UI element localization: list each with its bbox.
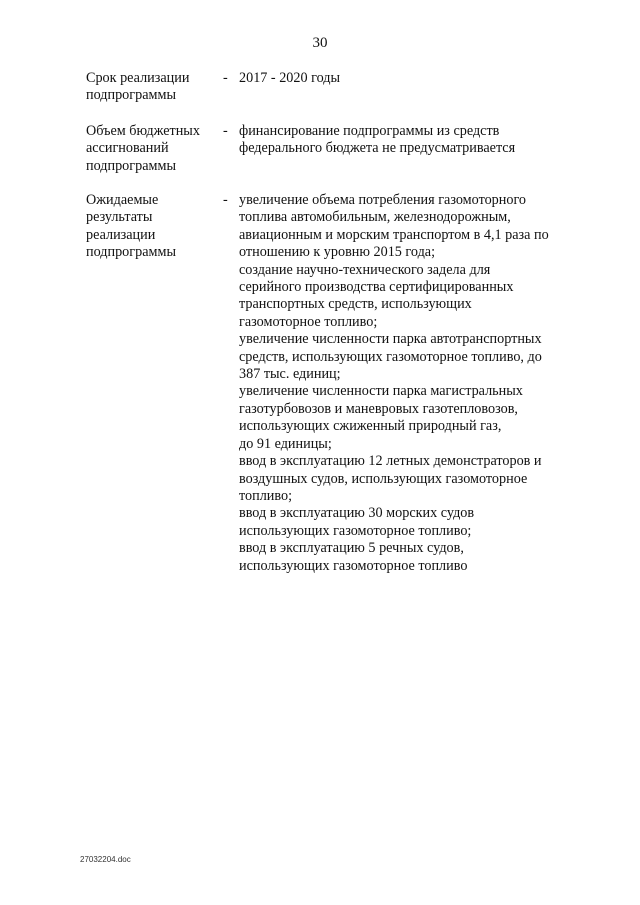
- results-line: газотурбовозов и маневровых газотепловозов,: [239, 400, 518, 417]
- results-line: топливо;: [239, 487, 293, 504]
- results-line: использующих газомоторное топливо;: [239, 522, 472, 539]
- results-label: Ожидаемые результаты реализации подпрограммы: [86, 192, 176, 261]
- results-line: ввод в эксплуатацию 30 морских судов: [239, 505, 475, 522]
- period-value: [239, 70, 579, 87]
- results-line: воздушных судов, использующих газомоторное: [239, 470, 528, 487]
- results-value: [239, 192, 579, 575]
- results-line: средств, использующих газомоторное топливо, до: [239, 348, 542, 365]
- results-dash: -: [223, 192, 228, 208]
- period-line: 2017 - 2020 годы: [239, 70, 341, 86]
- budget-line: финансирование подпрограммы из средств: [239, 123, 500, 139]
- results-line: создание научно-технического задела для: [239, 261, 491, 278]
- period-label: Срок реализации подпрограммы: [86, 70, 190, 104]
- results-line: газомоторное топливо;: [239, 313, 378, 330]
- document-footer: 27032204.doc: [80, 855, 131, 864]
- results-line: использующих сжиженный природный газ,: [239, 418, 502, 435]
- results-line: 387 тыс. единиц;: [239, 366, 341, 383]
- page-number: 30: [312, 35, 328, 51]
- results-line: увеличение численности парка автотранспортных: [239, 331, 542, 348]
- results-line: авиационным и морским транспортом в 4,1 раза по: [239, 226, 549, 243]
- results-line: топлива автомобильным, железнодорожным,: [239, 209, 511, 226]
- results-line: транспортных средств, использующих: [239, 296, 472, 313]
- results-line: ввод в эксплуатацию 12 летных демонстраторов и: [239, 453, 542, 470]
- results-line: увеличение объема потребления газомоторного: [239, 192, 527, 208]
- budget-dash: -: [223, 123, 228, 139]
- results-line: серийного производства сертифицированных: [239, 279, 514, 296]
- results-line: использующих газомоторное топливо: [239, 557, 468, 574]
- period-dash: -: [223, 70, 228, 86]
- budget-label: Объем бюджетных ассигнований подпрограммы: [86, 123, 200, 174]
- results-line: отношению к уровню 2015 года;: [239, 244, 436, 261]
- results-line: до 91 единицы;: [239, 435, 332, 452]
- results-line: ввод в эксплуатацию 5 речных судов,: [239, 540, 464, 557]
- budget-value: [239, 123, 579, 158]
- results-line: увеличение численности парка магистральных: [239, 383, 523, 400]
- budget-line: федерального бюджета не предусматривается: [239, 140, 516, 157]
